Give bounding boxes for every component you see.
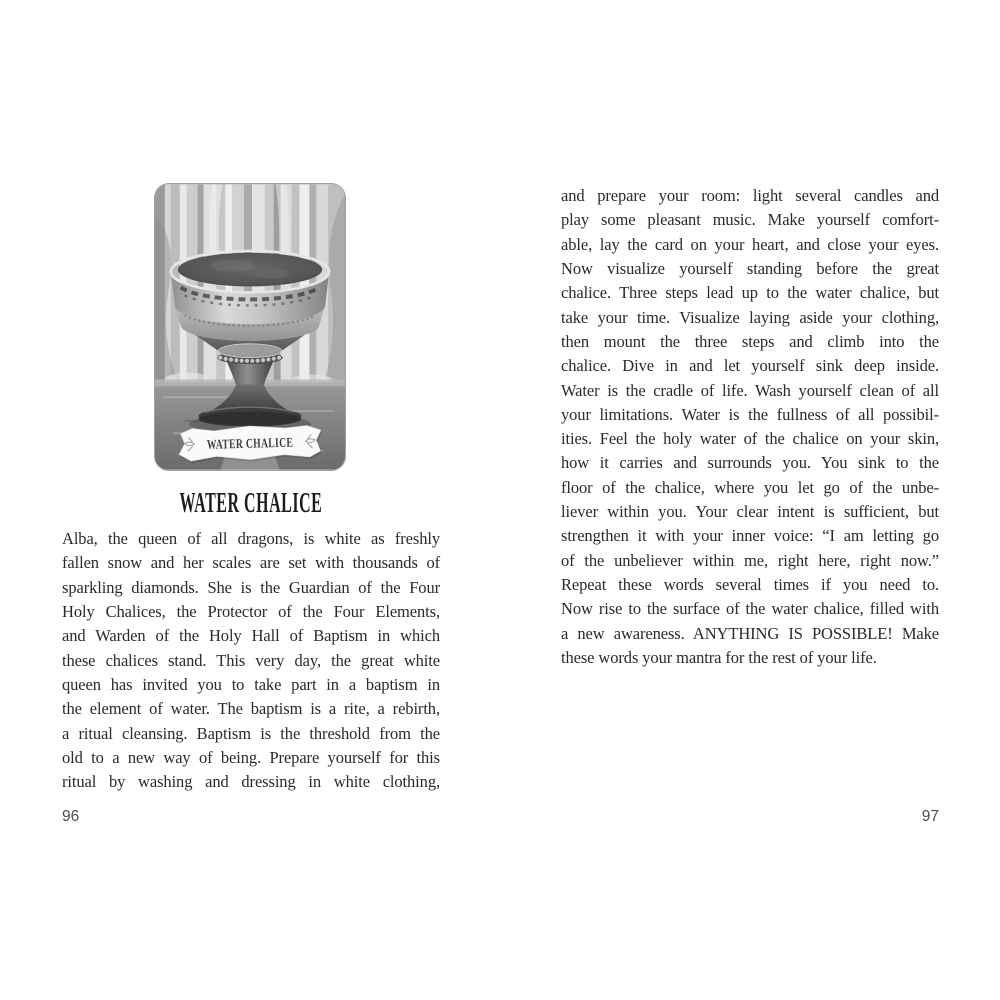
left-page-body-text xyxy=(62,527,440,794)
text-line: Water is the cradle of life. Wash yourself clean of all xyxy=(561,380,939,400)
text-line: Now rise to the surface of the water chalice, filled with xyxy=(561,599,939,619)
text-line: play some pleasant music. Make yourself comfort- xyxy=(561,210,939,230)
text-line: a ritual cleansing. Baptism is the threshold from the xyxy=(62,723,440,743)
text-line: chalice. Three steps lead up to the water chalice, but xyxy=(561,283,939,303)
text-line: strengthen it with your inner voice: “I am letting go xyxy=(561,526,939,546)
text-line: your limitations. Water is the fullness of all possibil- xyxy=(561,404,939,424)
text-line: ities. Feel the holy water of the chalice on your skin, xyxy=(561,429,939,449)
text-line: Now visualize yourself standing before the great xyxy=(561,258,939,278)
text-line: and prepare your room: light several candles and xyxy=(561,186,939,205)
water-surface xyxy=(178,253,322,287)
text-line: Repeat these words several times if you need to. xyxy=(561,575,939,594)
oracle-card xyxy=(154,183,346,471)
card-illustration xyxy=(155,184,345,470)
right-page-number: 97 xyxy=(921,808,939,825)
text-line: Alba, the queen of all dragons, is white as freshly xyxy=(62,529,440,548)
text-line: of the unbeliever within me, right here, right now.” xyxy=(561,550,939,570)
text-line: these chalices stand. This very day, the great white xyxy=(62,650,440,670)
text-line: ritual by washing and dressing in white clothing, xyxy=(62,772,440,792)
text-line: fallen snow and her scales are set with thousands of xyxy=(62,553,440,573)
card-banner xyxy=(178,424,323,463)
text-line: able, lay the card on your heart, and close your eyes. xyxy=(561,234,939,254)
text-line: chalice. Dive in and let yourself sink deep inside. xyxy=(561,356,939,376)
text-line: sparkling diamonds. She is the Guardian of the Four xyxy=(62,577,440,597)
left-page-number: 96 xyxy=(62,808,80,825)
text-line: the element of water. The baptism is a rite, a rebirth, xyxy=(62,699,440,719)
text-line: then mount the three steps and climb into the xyxy=(561,331,939,351)
right-page-body-text xyxy=(561,184,939,670)
text-line: and Warden of the Holy Hall of Baptism in which xyxy=(62,626,440,646)
text-line: liever within you. Your clear intent is sufficient, but xyxy=(561,502,939,522)
text-line: how it carries and surrounds you. You sink to the xyxy=(561,453,939,473)
text-line: queen has invited you to take part in a baptism in xyxy=(62,674,440,694)
text-line: take your time. Visualize laying aside your clothing, xyxy=(561,307,939,327)
text-line: Holy Chalices, the Protector of the Four Elements, xyxy=(62,601,440,621)
text-line: floor of the chalice, where you let go of the unbe- xyxy=(561,477,939,497)
card-title-heading xyxy=(62,486,440,520)
text-line: these words your mantra for the rest of your life. xyxy=(561,647,877,667)
text-line: a new awareness. ANYTHING IS POSSIBLE! Make xyxy=(561,623,939,643)
text-line: old to a new way of being. Prepare yourself for this xyxy=(62,747,440,767)
page-title: WATER CHALICE xyxy=(179,487,323,519)
banner-label: WATER CHALICE xyxy=(206,435,294,453)
